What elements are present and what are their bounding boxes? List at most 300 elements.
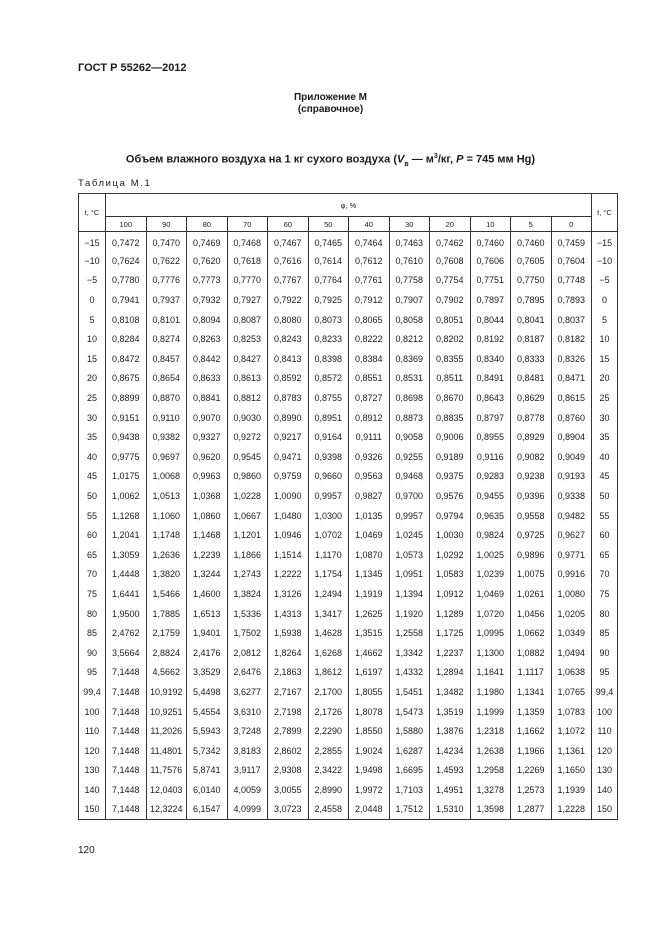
volume-cell: 1,0480 (268, 506, 309, 526)
volume-cell: 0,8442 (187, 349, 228, 369)
volume-cell: 0,8951 (308, 408, 349, 428)
appendix-subtitle: (справочное) (297, 104, 364, 115)
volume-cell: 0,9272 (227, 427, 268, 447)
volume-cell: 7,1448 (106, 741, 147, 761)
volume-cell: 0,9111 (349, 427, 390, 447)
volume-cell: 1,0261 (511, 584, 552, 604)
volume-cell: 0,9794 (430, 506, 471, 526)
volume-cell: 0,8841 (187, 388, 228, 408)
phi-value-header: 5 (511, 217, 552, 232)
volume-cell: 1,6513 (187, 604, 228, 624)
phi-value-header: 80 (187, 217, 228, 232)
volume-cell: 0,9482 (551, 506, 592, 526)
volume-cell: 5,5943 (187, 721, 228, 741)
volume-cell: 0,7460 (470, 232, 511, 252)
volume-cell: 7,1448 (106, 721, 147, 741)
temperature-cell: 140 (79, 780, 106, 800)
volume-cell: 0,7932 (187, 290, 228, 310)
volume-cell: 0,9338 (551, 486, 592, 506)
volume-cell: 1,0995 (470, 623, 511, 643)
volume-cell: 1,9401 (187, 623, 228, 643)
table-row (79, 623, 618, 643)
volume-cell: 0,8065 (349, 310, 390, 330)
volume-cell: 0,9896 (511, 545, 552, 565)
volume-cell: 0,9438 (106, 427, 147, 447)
volume-cell: 1,3059 (106, 545, 147, 565)
volume-cell: 0,7622 (146, 251, 187, 271)
volume-cell: 0,7468 (227, 232, 268, 252)
temperature-cell: −10 (592, 251, 618, 271)
volume-cell: 0,9110 (146, 408, 187, 428)
volume-cell: 1,3876 (430, 721, 471, 741)
volume-cell: 1,2228 (551, 800, 592, 820)
volume-cell: 1,3417 (308, 604, 349, 624)
volume-cell: 0,8511 (430, 369, 471, 389)
volume-cell: 1,4951 (430, 780, 471, 800)
volume-cell: 0,7608 (430, 251, 471, 271)
volume-cell: 1,1341 (511, 682, 552, 702)
volume-cell: 0,8182 (551, 329, 592, 349)
volume-cell: 1,1980 (470, 682, 511, 702)
volume-cell: 3,3529 (187, 663, 228, 683)
volume-cell: 1,1662 (511, 721, 552, 741)
volume-cell: 1,0025 (470, 545, 511, 565)
table-row (79, 369, 618, 389)
volume-cell: 1,3126 (268, 584, 309, 604)
volume-cell: 0,8760 (551, 408, 592, 428)
volume-cell: 0,8384 (349, 349, 390, 369)
volume-cell: 6,1547 (187, 800, 228, 820)
volume-cell: 0,9635 (470, 506, 511, 526)
volume-cell: 0,7462 (430, 232, 471, 252)
volume-cell: 0,8284 (106, 329, 147, 349)
temperature-cell: 5 (79, 310, 106, 330)
volume-cell: 1,1725 (430, 623, 471, 643)
volume-cell: 1,0882 (511, 643, 552, 663)
volume-cell: 2,4558 (308, 800, 349, 820)
volume-cell: 0,9326 (349, 447, 390, 467)
volume-cell: 3,8183 (227, 741, 268, 761)
table-row (79, 271, 618, 291)
volume-cell: 1,2743 (227, 565, 268, 585)
volume-cell: 0,8037 (551, 310, 592, 330)
temperature-cell: 65 (592, 545, 618, 565)
volume-cell: 1,0494 (551, 643, 592, 663)
volume-cell: 3,9117 (227, 761, 268, 781)
volume-cell: 1,2958 (470, 761, 511, 781)
volume-cell: 1,6695 (389, 761, 430, 781)
volume-cell: 1,0080 (551, 584, 592, 604)
volume-cell: 1,0368 (187, 486, 228, 506)
appendix-title: Приложение М (293, 92, 368, 103)
volume-cell: 0,9627 (551, 525, 592, 545)
caption-p-symbol: P (456, 153, 464, 166)
volume-cell: 1,0205 (551, 604, 592, 624)
table-row (79, 780, 618, 800)
volume-cell: 0,7606 (470, 251, 511, 271)
volume-cell: 0,7459 (551, 232, 592, 252)
phi-value-header: 0 (551, 217, 592, 232)
volume-cell: 0,8369 (389, 349, 430, 369)
temperature-cell: −5 (79, 271, 106, 291)
volume-cell: 3,6277 (227, 682, 268, 702)
volume-cell: 11,7576 (146, 761, 187, 781)
volume-cell: 0,8457 (146, 349, 187, 369)
volume-cell: 2,8824 (146, 643, 187, 663)
table-row (79, 232, 618, 252)
volume-cell: 0,7761 (349, 271, 390, 291)
volume-cell: 1,1361 (551, 741, 592, 761)
volume-cell: 1,2558 (389, 623, 430, 643)
volume-cell: 0,7604 (551, 251, 592, 271)
volume-cell: 0,7620 (187, 251, 228, 271)
volume-cell: 0,7764 (308, 271, 349, 291)
volume-cell: 0,7616 (268, 251, 309, 271)
volume-cell: 0,9082 (511, 447, 552, 467)
temperature-cell: 20 (79, 369, 106, 389)
volume-cell: 1,2494 (308, 584, 349, 604)
temperature-cell: 110 (79, 721, 106, 741)
volume-cell: 0,7941 (106, 290, 147, 310)
caption-mid: — м (408, 153, 434, 166)
table-row (79, 604, 618, 624)
volume-cell: 2,1700 (308, 682, 349, 702)
volume-cell: 2,9308 (268, 761, 309, 781)
volume-cell: 1,1268 (106, 506, 147, 526)
volume-cell: 1,2638 (470, 741, 511, 761)
volume-cell: 0,8101 (146, 310, 187, 330)
volume-cell: 1,1201 (227, 525, 268, 545)
volume-cell: 2,7198 (268, 702, 309, 722)
volume-cell: 1,1170 (308, 545, 349, 565)
volume-cell: 0,9620 (187, 447, 228, 467)
volume-cell: 1,3515 (349, 623, 390, 643)
volume-cell: 1,0912 (430, 584, 471, 604)
volume-cell: 3,7248 (227, 721, 268, 741)
table-row (79, 565, 618, 585)
volume-cell: 0,8044 (470, 310, 511, 330)
volume-cell: 2,1759 (146, 623, 187, 643)
volume-cell: 1,2237 (430, 643, 471, 663)
table-row (79, 663, 618, 683)
temperature-cell: 100 (592, 702, 618, 722)
volume-cell: 0,9824 (470, 525, 511, 545)
table-row (79, 310, 618, 330)
volume-cell: 0,8427 (227, 349, 268, 369)
temperature-cell: 55 (592, 506, 618, 526)
volume-cell: 1,0292 (430, 545, 471, 565)
volume-cell: 0,8531 (389, 369, 430, 389)
temperature-cell: 45 (592, 467, 618, 487)
temperature-cell: 70 (79, 565, 106, 585)
volume-cell: 1,0702 (308, 525, 349, 545)
volume-cell: 1,4234 (430, 741, 471, 761)
caption-unit: /кг, (437, 153, 457, 166)
volume-cell: 0,7751 (470, 271, 511, 291)
page-number: 120 (78, 845, 95, 856)
volume-cell: 1,2573 (511, 780, 552, 800)
volume-cell: 0,8654 (146, 369, 187, 389)
volume-cell: 0,9217 (268, 427, 309, 447)
volume-cell: 0,9398 (308, 447, 349, 467)
temperature-cell: −15 (592, 232, 618, 252)
volume-cell: 0,7465 (308, 232, 349, 252)
volume-cell: 0,8615 (551, 388, 592, 408)
volume-cell: 3,0055 (268, 780, 309, 800)
volume-cell: 0,7610 (389, 251, 430, 271)
volume-cell: 1,3519 (430, 702, 471, 722)
temperature-cell: 20 (592, 369, 618, 389)
volume-cell: 0,8783 (268, 388, 309, 408)
volume-cell: 2,0812 (227, 643, 268, 663)
volume-cell: 0,8698 (389, 388, 430, 408)
caption-sup: 3 (433, 153, 438, 160)
volume-cell: 0,7895 (511, 290, 552, 310)
volume-cell: 1,8055 (349, 682, 390, 702)
phi-value-header: 50 (308, 217, 349, 232)
volume-cell: 0,9070 (187, 408, 228, 428)
table-row (79, 506, 618, 526)
temperature-cell: 35 (592, 427, 618, 447)
temperature-cell: 40 (79, 447, 106, 467)
volume-cell: 0,7624 (106, 251, 147, 271)
volume-cell: 0,9189 (430, 447, 471, 467)
volume-cell: 1,9500 (106, 604, 147, 624)
volume-cell: 1,0662 (511, 623, 552, 643)
volume-cell: 1,8550 (349, 721, 390, 741)
volume-cell: 7,1448 (106, 702, 147, 722)
volume-cell: 2,4762 (106, 623, 147, 643)
volume-cell: 1,3244 (187, 565, 228, 585)
volume-cell: 0,9116 (470, 447, 511, 467)
volume-cell: 0,9775 (106, 447, 147, 467)
volume-cell: 1,9024 (349, 741, 390, 761)
volume-cell: 0,7925 (308, 290, 349, 310)
volume-cell: 0,8355 (430, 349, 471, 369)
volume-cell: 1,5451 (389, 682, 430, 702)
temperature-cell: 95 (592, 663, 618, 683)
volume-cell: 0,7893 (551, 290, 592, 310)
volume-cell: 1,1117 (511, 663, 552, 683)
volume-cell: 1,2318 (470, 721, 511, 741)
volume-cell: 0,7467 (268, 232, 309, 252)
temperature-cell: 30 (592, 408, 618, 428)
volume-cell: 1,1919 (349, 584, 390, 604)
volume-cell: 0,9049 (551, 447, 592, 467)
temperature-cell: −10 (79, 251, 106, 271)
volume-cell: 2,0448 (349, 800, 390, 820)
volume-cell: 4,0999 (227, 800, 268, 820)
volume-cell: 1,1641 (470, 663, 511, 683)
volume-cell: 0,7937 (146, 290, 187, 310)
volume-cell: 0,9455 (470, 486, 511, 506)
volume-cell: 0,8340 (470, 349, 511, 369)
volume-cell: 2,6476 (227, 663, 268, 683)
temperature-cell: 95 (79, 663, 106, 683)
t-header-right: t, °C (592, 194, 618, 232)
document-id: ГОСТ Р 55262—2012 (78, 62, 187, 74)
volume-cell: 0,8041 (511, 310, 552, 330)
volume-cell: 0,8080 (268, 310, 309, 330)
temperature-cell: 35 (79, 427, 106, 447)
volume-cell: 1,1866 (227, 545, 268, 565)
volume-cell: 1,1359 (511, 702, 552, 722)
volume-cell: 0,7912 (349, 290, 390, 310)
table-row (79, 761, 618, 781)
table-row (79, 584, 618, 604)
volume-cell: 1,4600 (187, 584, 228, 604)
temperature-cell: 150 (592, 800, 618, 820)
caption-suffix: = 745 мм Hg) (463, 153, 536, 166)
volume-cell: 1,6441 (106, 584, 147, 604)
volume-cell: 1,0030 (430, 525, 471, 545)
table-row (79, 800, 618, 820)
volume-cell: 2,7167 (268, 682, 309, 702)
volume-cell: 1,0860 (187, 506, 228, 526)
volume-cell: 0,8755 (308, 388, 349, 408)
volume-cell: 0,9957 (389, 506, 430, 526)
table-row (79, 427, 618, 447)
volume-cell: 11,4801 (146, 741, 187, 761)
temperature-cell: 75 (592, 584, 618, 604)
volume-cell: 0,9030 (227, 408, 268, 428)
volume-cell: 12,3224 (146, 800, 187, 820)
volume-cell: 1,0135 (349, 506, 390, 526)
volume-cell: 1,8612 (308, 663, 349, 683)
table-row (79, 525, 618, 545)
volume-cell: 0,7612 (349, 251, 390, 271)
volume-cell: 0,8643 (470, 388, 511, 408)
volume-cell: 1,1966 (511, 741, 552, 761)
volume-cell: 0,8990 (268, 408, 309, 428)
volume-cell: 0,8835 (430, 408, 471, 428)
volume-cell: 1,3598 (470, 800, 511, 820)
volume-cell: 1,9972 (349, 780, 390, 800)
volume-cell: 1,8078 (349, 702, 390, 722)
volume-cell: 1,4332 (389, 663, 430, 683)
volume-cell: 1,5310 (430, 800, 471, 820)
table-row (79, 643, 618, 663)
volume-cell: 0,7902 (430, 290, 471, 310)
volume-cell: 0,8192 (470, 329, 511, 349)
volume-cell: 0,9697 (146, 447, 187, 467)
temperature-cell: 10 (79, 329, 106, 349)
volume-cell: 1,0667 (227, 506, 268, 526)
volume-cell: 0,8094 (187, 310, 228, 330)
volume-cell: 0,8955 (470, 427, 511, 447)
temperature-cell: −5 (592, 271, 618, 291)
volume-cell: 1,0638 (551, 663, 592, 683)
volume-cell: 0,7776 (146, 271, 187, 291)
volume-cell: 0,8572 (308, 369, 349, 389)
volume-cell: 1,2269 (511, 761, 552, 781)
temperature-cell: 90 (79, 643, 106, 663)
volume-cell: 5,8741 (187, 761, 228, 781)
volume-cell: 1,1300 (470, 643, 511, 663)
temperature-cell: 130 (79, 761, 106, 781)
temperature-cell: 50 (79, 486, 106, 506)
volume-cell: 1,0513 (146, 486, 187, 506)
volume-cell: 0,9827 (349, 486, 390, 506)
volume-cell: 6,0140 (187, 780, 228, 800)
volume-cell: 0,9382 (146, 427, 187, 447)
volume-cell: 0,7470 (146, 232, 187, 252)
volume-cell: 1,5938 (268, 623, 309, 643)
volume-cell: 0,8243 (268, 329, 309, 349)
temperature-cell: 65 (79, 545, 106, 565)
volume-cell: 0,7469 (187, 232, 228, 252)
temperature-cell: 45 (79, 467, 106, 487)
phi-value-header: 40 (349, 217, 390, 232)
temperature-cell: −15 (79, 232, 106, 252)
volume-cell: 0,8778 (511, 408, 552, 428)
volume-cell: 0,8727 (349, 388, 390, 408)
volume-cell: 0,7767 (268, 271, 309, 291)
volume-cell: 1,0573 (389, 545, 430, 565)
volume-cell: 0,7897 (470, 290, 511, 310)
volume-cell: 0,8929 (511, 427, 552, 447)
volume-cell: 1,7885 (146, 604, 187, 624)
volume-cell: 0,8202 (430, 329, 471, 349)
temperature-cell: 15 (79, 349, 106, 369)
caption-v-symbol: V (397, 153, 405, 166)
volume-cell: 0,8912 (349, 408, 390, 428)
volume-cell: 1,1514 (268, 545, 309, 565)
volume-cell: 0,8212 (389, 329, 430, 349)
volume-cell: 0,8087 (227, 310, 268, 330)
volume-cell: 1,6287 (389, 741, 430, 761)
volume-cell: 12,0403 (146, 780, 187, 800)
volume-cell: 0,8675 (106, 369, 147, 389)
volume-cell: 1,1920 (389, 604, 430, 624)
volume-cell: 0,9725 (511, 525, 552, 545)
volume-cell: 7,1448 (106, 780, 147, 800)
table-row (79, 447, 618, 467)
table-row (79, 408, 618, 428)
volume-cell: 1,0456 (511, 604, 552, 624)
volume-cell: 1,3820 (146, 565, 187, 585)
volume-cell: 3,6310 (227, 702, 268, 722)
volume-cell: 1,7502 (227, 623, 268, 643)
volume-cell: 1,0469 (349, 525, 390, 545)
volume-cell: 4,5662 (146, 663, 187, 683)
volume-cell: 11,2026 (146, 721, 187, 741)
volume-cell: 0,8592 (268, 369, 309, 389)
temperature-cell: 90 (592, 643, 618, 663)
volume-cell: 5,4498 (187, 682, 228, 702)
volume-cell: 1,0349 (551, 623, 592, 643)
volume-cell: 0,7780 (106, 271, 147, 291)
volume-cell: 0,8058 (389, 310, 430, 330)
volume-cell: 0,9860 (227, 467, 268, 487)
volume-cell: 2,3422 (308, 761, 349, 781)
temperature-cell: 130 (592, 761, 618, 781)
volume-cell: 0,9471 (268, 447, 309, 467)
volume-cell: 0,9759 (268, 467, 309, 487)
volume-cell: 1,0245 (389, 525, 430, 545)
volume-cell: 0,7460 (511, 232, 552, 252)
volume-cell: 0,8253 (227, 329, 268, 349)
volume-cell: 0,9151 (106, 408, 147, 428)
volume-cell: 0,9468 (389, 467, 430, 487)
volume-cell: 3,5664 (106, 643, 147, 663)
phi-value-header: 20 (430, 217, 471, 232)
temperature-cell: 55 (79, 506, 106, 526)
volume-cell: 0,8413 (268, 349, 309, 369)
volume-cell: 0,7464 (349, 232, 390, 252)
temperature-cell: 85 (79, 623, 106, 643)
volume-cell: 1,0228 (227, 486, 268, 506)
